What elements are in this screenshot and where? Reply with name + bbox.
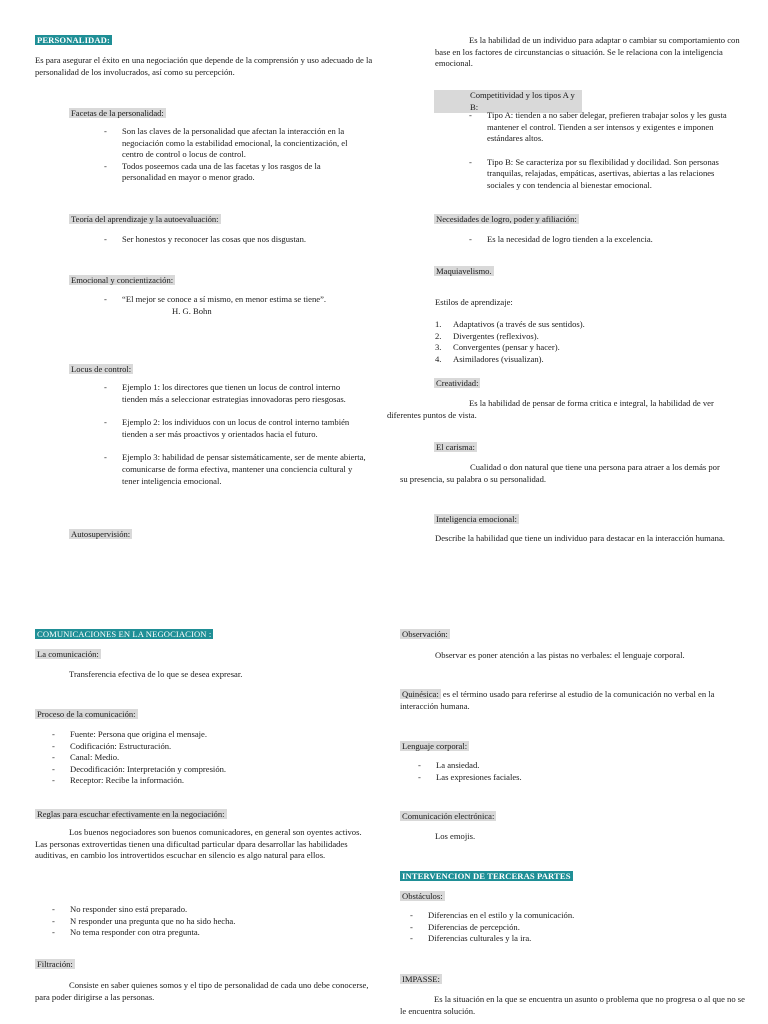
- inteligencia-text: Describe la habilidad que tiene un individuo para destacar en la interacción humana.: [435, 533, 725, 543]
- obstaculos-list: [410, 910, 730, 945]
- inteligencia-heading: Inteligencia emocional:: [436, 514, 517, 524]
- list-item: 3. Convergentes (pensar y hacer).: [435, 342, 560, 353]
- competitividad-list: [469, 110, 739, 192]
- quinesica-text: Quinésica: es el término usado para referirse al estudio de la comunicación no verbal en la interacción humana.: [400, 689, 715, 711]
- filtracion-heading: Filtración:: [37, 959, 73, 969]
- list-item: - Decodificación: Interpretación y compresión.: [52, 764, 352, 776]
- reglas-text: Los buenos negociadores son buenos comunicadores, en general son oyentes activos. Las personas extrovertidas tienen una dificultad particular dpara desarrollar las habilidades auditivas, en cambio los introvertidos escuchar en silencio es algo natural para ellos.: [35, 827, 362, 861]
- list-item: - Ejemplo 2: los individuos con un locus de control interno también tienden a ser más proactivos y orientados hacia el futuro.: [104, 417, 366, 440]
- impasse-text: Es la situación en la que se encuentra un asunto o problema que no progresa o al que no se le encuentra solución.: [400, 994, 745, 1016]
- observacion-heading: Observación:: [402, 629, 448, 639]
- proceso-heading: Proceso de la comunicación:: [37, 709, 136, 719]
- comunicaciones-section-title: COMUNICACIONES EN LA NEGOCIACION :: [37, 629, 212, 639]
- autosupervision-heading: Autosupervisión:: [71, 529, 131, 539]
- list-item: - Ejemplo 1: los directores que tienen un locus de control interno tienden más a seleccionar estrategias innovadoras pero riesgosas.: [104, 382, 366, 405]
- lenguaje-list: [418, 760, 718, 783]
- necesidades-heading: Necesidades de logro, poder y afiliación:: [436, 214, 577, 224]
- list-item: - Ser honestos y reconocer las cosas que nos disgustan.: [104, 234, 366, 246]
- list-item: - Receptor: Recibe la información.: [52, 775, 352, 787]
- list-item: - Fuente: Persona que origina el mensaje.: [52, 729, 352, 741]
- emocional-quote-list: [104, 294, 366, 306]
- estilos-heading: Estilos de aprendizaje:: [435, 297, 513, 307]
- list-item: 2. Divergentes (reflexivos).: [435, 330, 539, 341]
- list-item: - No responder sino está preparado.: [52, 904, 352, 916]
- list-item: - Tipo B: Se caracteriza por su flexibilidad y docilidad. Son personas tranquilas, relajadas, empáticas, asertivas, abiertas a las relaciones sociales y con tendencia al bienestar emocional.: [469, 157, 739, 192]
- list-item: - N responder una pregunta que no ha sido hecha.: [52, 916, 352, 928]
- electronica-text: Los emojis.: [435, 831, 476, 841]
- list-item: - Es la necesidad de logro tienden a la excelencia.: [469, 234, 739, 246]
- list-item: 4. Asimiladores (visualizan).: [435, 353, 544, 364]
- carisma-heading: El carisma:: [436, 442, 475, 452]
- intervencion-section-title: INTERVENCION DE TERCERAS PARTES: [402, 871, 571, 881]
- observacion-text: Observar es poner atención a las pistas no verbales: el lenguaje corporal.: [435, 650, 685, 660]
- teoria-heading: Teoría del aprendizaje y la autoevaluación:: [71, 214, 219, 224]
- autosupervision-text: Es la habilidad de un individuo para adaptar o cambiar su comportamiento con base en los factores de circunstancias o situación. Se le relaciona con la inteligencia emocional.: [435, 35, 740, 69]
- comunicacion-text: Transferencia efectiva de lo que se desea expresar.: [69, 669, 243, 679]
- emocional-heading: Emocional y concientización:: [71, 275, 174, 285]
- list-item: - Las expresiones faciales.: [418, 772, 718, 784]
- list-item: - Todos poseemos cada una de las facetas y los rasgos de la personalidad en mayor o menor grado.: [104, 161, 366, 184]
- teoria-list: [104, 234, 366, 246]
- estilos-list: [435, 319, 735, 365]
- list-item: 1. Adaptativos (a través de sus sentidos).: [435, 319, 585, 329]
- personalidad-section-title: PERSONALIDAD:: [37, 35, 110, 45]
- list-item: - Diferencias en el estilo y la comunicación.: [410, 910, 730, 922]
- locus-heading: Locus de control:: [71, 364, 132, 374]
- carisma-text: Cualidad o don natural que tiene una persona para atraer a los demás por su presencia, su palabra o su personalidad.: [400, 462, 720, 484]
- list-item: - Canal: Medio.: [52, 752, 352, 764]
- list-item: - La ansiedad.: [418, 760, 718, 772]
- list-item: - Tipo A: tienden a no saber delegar, prefieren trabajar solos y les gusta mantener el control. Tienden a ser intensos y exigentes e imponen estándares altos.: [469, 110, 739, 145]
- reglas-list: [52, 904, 352, 939]
- obstaculos-heading: Obstáculos:: [402, 891, 443, 901]
- list-item: - Codificación: Estructuración.: [52, 741, 352, 753]
- locus-list: [104, 382, 366, 487]
- creatividad-heading: Creatividad:: [436, 378, 479, 388]
- competitividad-heading: Competitividad y los tipos A y B:: [434, 90, 582, 113]
- impasse-heading: IMPASSE:: [402, 974, 440, 984]
- list-item: - Son las claves de la personalidad que afectan la interacción en la negociación como la estabilidad emocional, la concientización, el centro de control o locus de control.: [104, 126, 366, 161]
- comunicacion-heading: La comunicación:: [37, 649, 99, 659]
- filtracion-text: Consiste en saber quienes somos y el tipo de personalidad de cada uno debe conocerse, para poder dirigirse a las personas.: [35, 980, 369, 1002]
- proceso-list: [52, 729, 352, 787]
- facetas-list: [104, 126, 366, 184]
- personalidad-intro: Es para asegurar el éxito en una negociación que depende de la comprensión y uso adecuado de la personalidad de los involucrados, así como su percepción.: [35, 55, 373, 77]
- list-item: - No tema responder con otra pregunta.: [52, 927, 352, 939]
- facetas-heading: Facetas de la personalidad:: [71, 108, 164, 118]
- creatividad-text: Es la habilidad de pensar de forma critica e integral, la habilidad de ver diferentes puntos de vista.: [387, 398, 714, 420]
- list-item: - Diferencias de percepción.: [410, 922, 730, 934]
- quote-author: H. G. Bohn: [172, 306, 212, 316]
- maquiavelismo-heading: Maquiavelismo.: [436, 266, 492, 276]
- necesidades-list: [469, 234, 739, 246]
- quote: - “El mejor se conoce a sí mismo, en menor estima se tiene”.: [104, 294, 366, 306]
- reglas-heading: Reglas para escuchar efectivamente en la negociación:: [37, 809, 225, 819]
- lenguaje-heading: Lenguaje corporal:: [402, 741, 468, 751]
- list-item: - Diferencias culturales y la ira.: [410, 933, 730, 945]
- list-item: - Ejemplo 3: habilidad de pensar sistemáticamente, ser de mente abierta, comunicarse de forma efectiva, mantener una conciencia cultural y tener inteligencia emocional.: [104, 452, 366, 487]
- electronica-heading: Comunicación electrónica:: [402, 811, 495, 821]
